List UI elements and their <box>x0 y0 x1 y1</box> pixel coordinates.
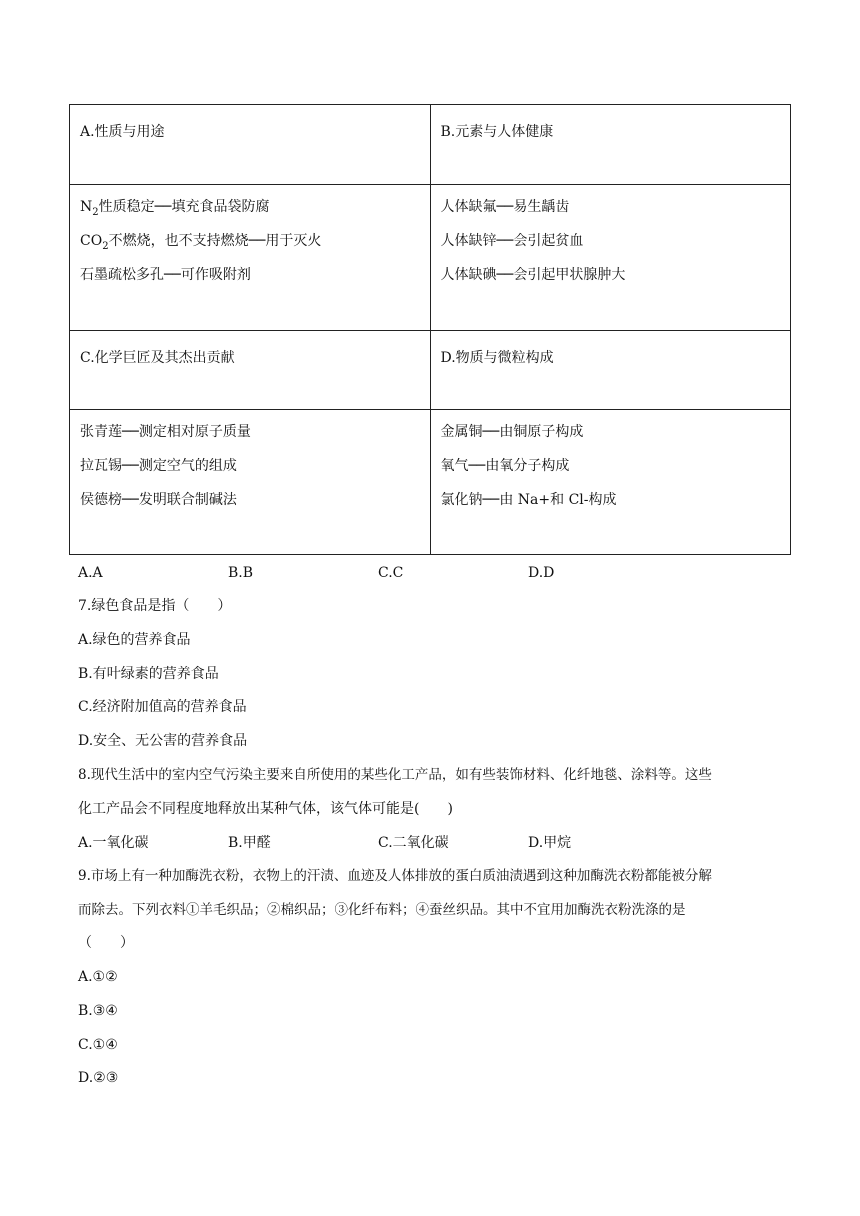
q6-option-d[interactable]: D.D <box>528 565 555 581</box>
q6-option-c[interactable]: C.C <box>378 565 404 581</box>
cell-d-body <box>430 410 791 555</box>
cell-d-line: 金属铜──由铜原子构成 <box>440 424 584 440</box>
cell-c-line: 侯德榜──发明联合制碱法 <box>80 492 237 508</box>
cell-d-line: 氯化钠──由 Na+和 Cl-构成 <box>440 492 617 508</box>
cell-b-body <box>430 185 791 331</box>
cell-d-header <box>430 331 791 410</box>
matching-table <box>69 104 791 555</box>
q7-option-d[interactable]: D.安全、无公害的营养食品 <box>78 733 248 749</box>
cell-d-line: 氧气──由氧分子构成 <box>440 458 570 474</box>
cell-a-body <box>70 185 431 331</box>
cell-a-line: $CO_2$不燃烧，也不支持燃烧──用于灭火 <box>80 233 322 252</box>
q6-option-b[interactable]: B.B <box>228 565 254 581</box>
cell-b-line: 人体缺锌──会引起贫血 <box>440 233 584 249</box>
q8-option-c[interactable]: C.二氧化碳 <box>378 835 449 851</box>
q9-stem-line3: （ ） <box>78 935 134 951</box>
cell-c-line: 张青莲──测定相对原子质量 <box>80 424 251 440</box>
q8-stem-line1: 8.现代生活中的室内空气污染主要来自所使用的某些化工产品，如有些装饰材料、化纤地毯、涂料等。这些 <box>78 767 712 783</box>
q9-option-c[interactable]: C.①④ <box>78 1037 118 1053</box>
cell-b-title: B.元素与人体健康 <box>440 124 554 140</box>
q6-options <box>78 563 798 583</box>
q6-option-a[interactable]: A.A <box>78 565 103 581</box>
q9-option-d[interactable]: D.②③ <box>78 1070 119 1086</box>
q8-stem-line2: 化工产品会不同程度地释放出某种气体，该气体可能是( ) <box>78 801 453 817</box>
q9-option-b[interactable]: B.③④ <box>78 1003 118 1019</box>
q9-stem-line2: 而除去。下列衣料①羊毛织品；②棉织品；③化纤布料；④蚕丝织品。其中不宜用加酶洗衣粉洗涤的是 <box>78 902 686 918</box>
cell-b-header <box>430 105 791 185</box>
cell-a-line: $N_2$性质稳定──填充食品袋防腐 <box>80 199 270 218</box>
cell-b-line: 人体缺碘──会引起甲状腺肿大 <box>440 267 626 283</box>
q8-options <box>78 833 798 853</box>
q9-option-a[interactable]: A.①② <box>78 969 118 985</box>
q8-option-b[interactable]: B.甲醛 <box>228 835 271 851</box>
cell-c-line: 拉瓦锡──测定空气的组成 <box>80 458 237 474</box>
q7-stem: 7.绿色食品是指（ ） <box>78 598 232 614</box>
q7-option-b[interactable]: B.有叶绿素的营养食品 <box>78 666 219 682</box>
cell-a-title: A.性质与用途 <box>80 124 165 140</box>
q8-option-d[interactable]: D.甲烷 <box>528 835 572 851</box>
q7-option-a[interactable]: A.绿色的营养食品 <box>78 632 191 648</box>
cell-c-header <box>70 331 431 410</box>
cell-c-body <box>70 410 431 555</box>
q8-option-a[interactable]: A.一氧化碳 <box>78 835 149 851</box>
cell-a-line: 石墨疏松多孔──可作吸附剂 <box>80 267 251 283</box>
q7-option-c[interactable]: C.经济附加值高的营养食品 <box>78 699 247 715</box>
cell-c-title: C.化学巨匠及其杰出贡献 <box>80 350 235 366</box>
cell-b-line: 人体缺氟──易生龋齿 <box>440 199 570 215</box>
cell-d-title: D.物质与微粒构成 <box>440 350 554 366</box>
q9-stem-line1: 9.市场上有一种加酶洗衣粉，衣物上的汗渍、血迹及人体排放的蛋白质油渍遇到这种加酶洗衣粉都能被分解 <box>78 868 712 884</box>
cell-a-header <box>70 105 431 185</box>
